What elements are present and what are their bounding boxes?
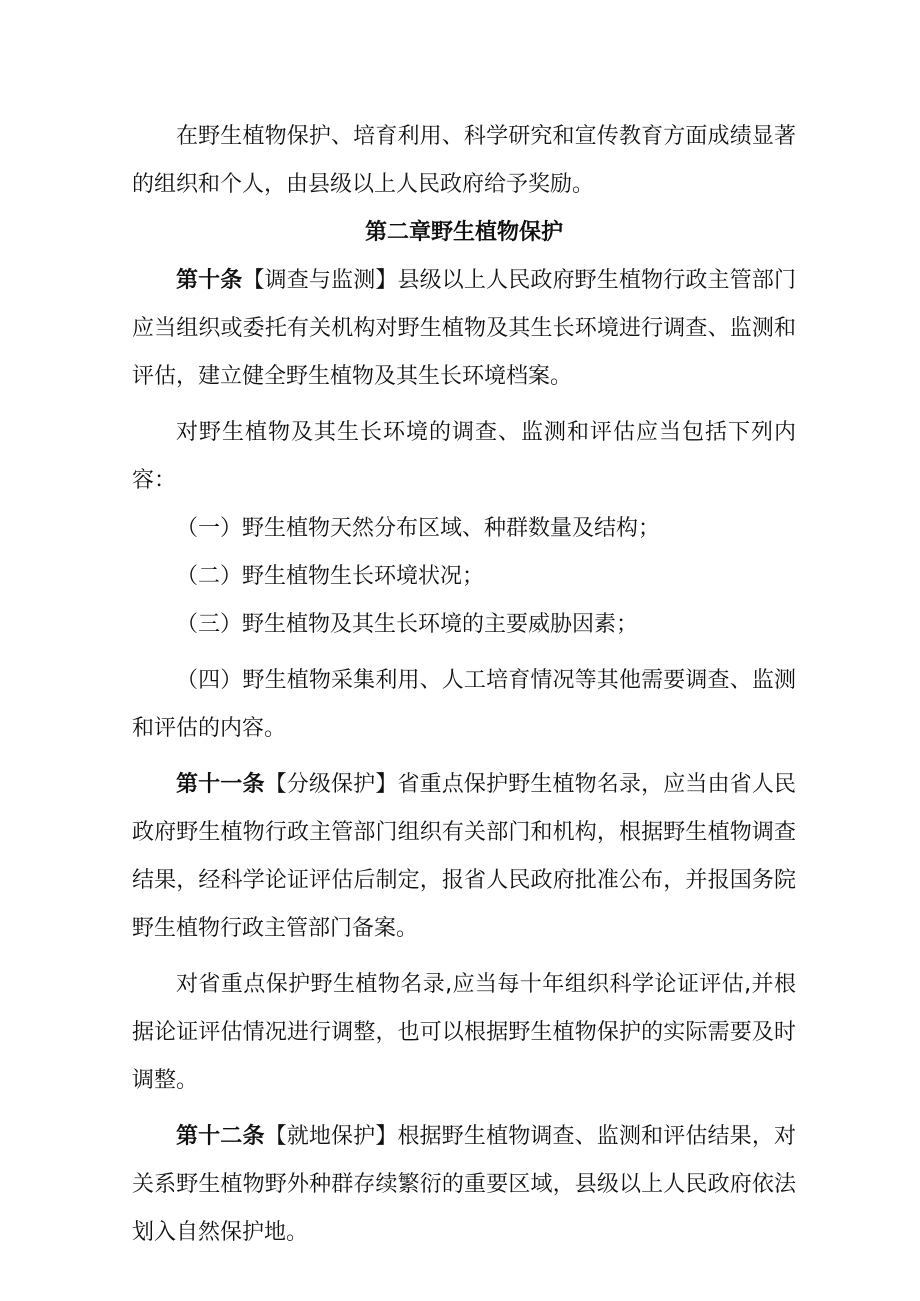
article-12-body: 【就地保护】根据野生植物调查、监测和评估结果，对关系野生植物野外种群存续繁衍的重要区域，县级以上人民政府依法划入自然保护地。: [132, 1124, 796, 1245]
paragraph-reward: 在野生植物保护、培育利用、科学研究和宣传教育方面成绩显著的组织和个人，由县级以上人民政府给予奖励。: [132, 124, 796, 197]
list-item-3: （三）野生植物及其生长环境的主要威胁因素；: [176, 612, 639, 637]
chapter-title: 第二章野生植物保护: [364, 220, 563, 245]
article-10: [132, 257, 796, 401]
article-10-paragraph-2: 对野生植物及其生长环境的调查、监测和评估应当包括下列内容：: [132, 420, 796, 493]
list-item-1: （一）野生植物天然分布区域、种群数量及结构；: [176, 516, 661, 541]
list-item-2: （二）野生植物生长环境状况；: [176, 564, 485, 589]
document-page: [132, 113, 796, 1257]
article-11-paragraph-2: 对省重点保护野生植物名录,应当每十年组织科学论证评估,并根据论证评估情况进行调整，也可以根据野生植物保护的实际需要及时调整。: [132, 972, 796, 1093]
list-item-4: （四）野生植物采集利用、人工培育情况等其他需要调查、监测和评估的内容。: [132, 668, 796, 741]
article-10-title: 第十条: [176, 268, 243, 293]
article-12: [132, 1113, 796, 1257]
article-10-body: 【调查与监测】县级以上人民政府野生植物行政主管部门应当组织或委托有关机构对野生植物及其生长环境进行调查、监测和评估，建立健全野生植物及其生长环境档案。: [132, 268, 796, 389]
article-11-body: 【分级保护】省重点保护野生植物名录，应当由省人民政府野生植物行政主管部门组织有关部门和机构，根据野生植物调查结果，经科学论证评估后制定，报省人民政府批准公布，并报国务院野生植物行政主管部门备案。: [132, 772, 796, 941]
article-11: [132, 761, 796, 953]
article-11-title: 第十一条: [176, 772, 265, 797]
article-12-title: 第十二条: [176, 1124, 265, 1149]
